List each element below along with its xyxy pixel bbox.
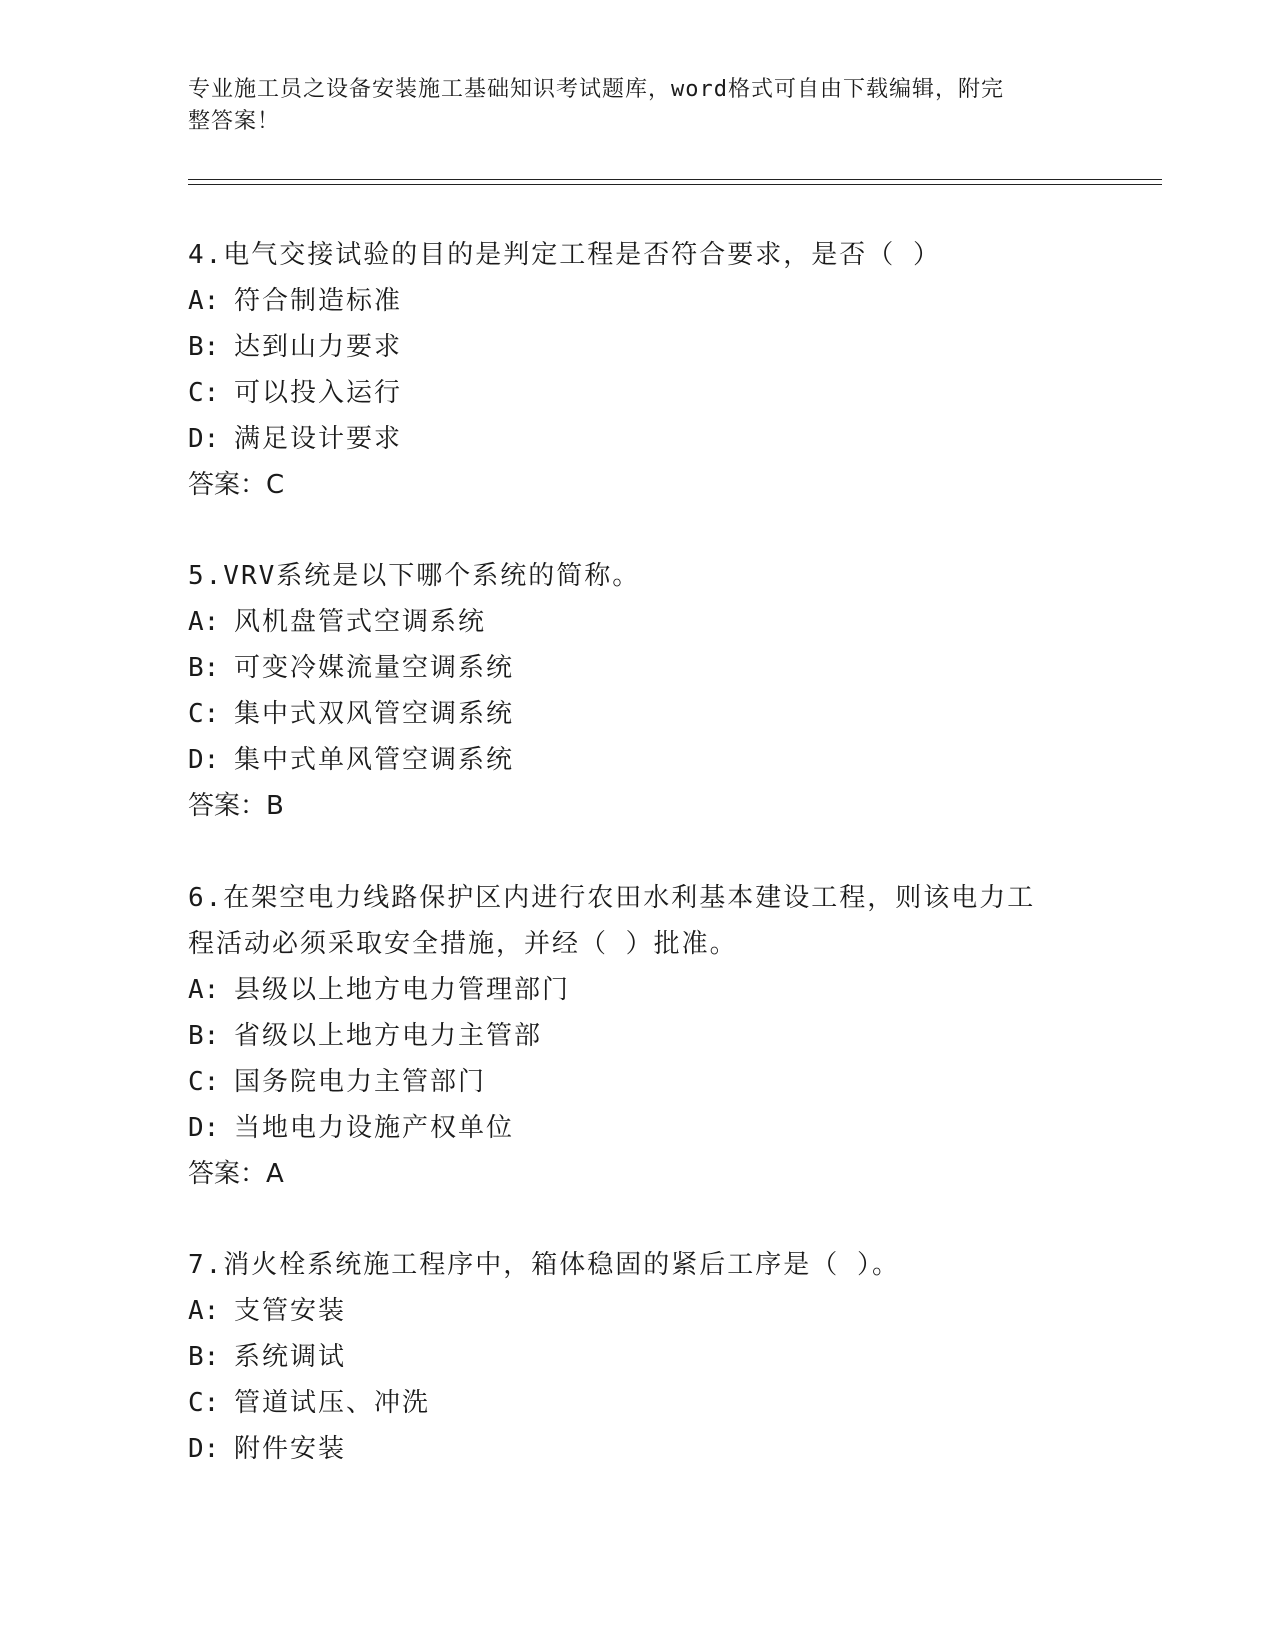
answer-line: 答案：A — [188, 1159, 284, 1189]
option-a — [188, 967, 1068, 1013]
option-text: 省级以上地方电力主管部 — [234, 1021, 543, 1051]
option-text: 可以投入运行 — [234, 378, 403, 408]
option-text: 满足设计要求 — [234, 424, 403, 454]
option-text: 系统调试 — [234, 1342, 347, 1372]
option-text: 国务院电力主管部门 — [234, 1067, 487, 1097]
option-text: 符合制造标准 — [234, 286, 403, 316]
option-a — [188, 1288, 1068, 1334]
option-c — [188, 691, 1068, 737]
question-5 — [188, 553, 1068, 829]
question-stem: 7.消火栓系统施工程序中，箱体稳固的紧后工序是（ ）。 — [188, 1250, 900, 1280]
option-text: 附件安装 — [234, 1434, 347, 1464]
option-letter: C: — [188, 1067, 220, 1097]
option-letter: A: — [188, 975, 220, 1005]
header-divider-top — [188, 179, 1162, 180]
option-b — [188, 1013, 1068, 1059]
option-a — [188, 599, 1068, 645]
option-letter: B: — [188, 332, 220, 362]
option-text: 集中式双风管空调系统 — [234, 699, 515, 729]
question-7 — [188, 1242, 1068, 1472]
question-4 — [188, 232, 1068, 508]
option-letter: A: — [188, 286, 220, 316]
option-c — [188, 1380, 1068, 1426]
option-letter: D: — [188, 745, 220, 775]
option-letter: A: — [188, 1296, 220, 1326]
option-letter: D: — [188, 424, 220, 454]
option-text: 达到山力要求 — [234, 332, 403, 362]
option-letter: D: — [188, 1434, 220, 1464]
option-d — [188, 737, 1068, 783]
option-b — [188, 645, 1068, 691]
option-b — [188, 1334, 1068, 1380]
option-text: 可变冷媒流量空调系统 — [234, 653, 515, 683]
option-b — [188, 324, 1068, 370]
option-d — [188, 1426, 1068, 1472]
option-c — [188, 370, 1068, 416]
option-letter: C: — [188, 699, 220, 729]
option-letter: C: — [188, 378, 220, 408]
question-stem: 4.电气交接试验的目的是判定工程是否符合要求，是否（ ） — [188, 240, 941, 270]
option-text: 集中式单风管空调系统 — [234, 745, 515, 775]
document-intro — [188, 74, 1088, 138]
option-d — [188, 1105, 1068, 1151]
answer-line: 答案：B — [188, 791, 284, 821]
intro-line: 专业施工员之设备安装施工基础知识考试题库，word格式可自由下载编辑，附完 — [188, 77, 1004, 102]
option-letter: B: — [188, 1021, 220, 1051]
header-divider-bottom — [188, 184, 1162, 185]
option-text: 管道试压、冲洗 — [234, 1388, 431, 1418]
question-stem: 程活动必须采取安全措施，并经（ ）批准。 — [188, 929, 738, 959]
option-letter: D: — [188, 1113, 220, 1143]
option-text: 支管安装 — [234, 1296, 347, 1326]
option-text: 风机盘管式空调系统 — [234, 607, 487, 637]
question-stem: 5.VRV系统是以下哪个系统的简称。 — [188, 561, 641, 591]
option-text: 当地电力设施产权单位 — [234, 1113, 515, 1143]
option-text: 县级以上地方电力管理部门 — [234, 975, 571, 1005]
question-stem: 6.在架空电力线路保护区内进行农田水利基本建设工程，则该电力工 — [188, 883, 1036, 913]
option-a — [188, 278, 1068, 324]
option-letter: B: — [188, 1342, 220, 1372]
option-c — [188, 1059, 1068, 1105]
option-letter: B: — [188, 653, 220, 683]
answer-line: 答案：C — [188, 470, 285, 500]
option-letter: C: — [188, 1388, 220, 1418]
option-d — [188, 416, 1068, 462]
question-6 — [188, 875, 1068, 1197]
intro-line: 整答案！ — [188, 109, 281, 134]
option-letter: A: — [188, 607, 220, 637]
